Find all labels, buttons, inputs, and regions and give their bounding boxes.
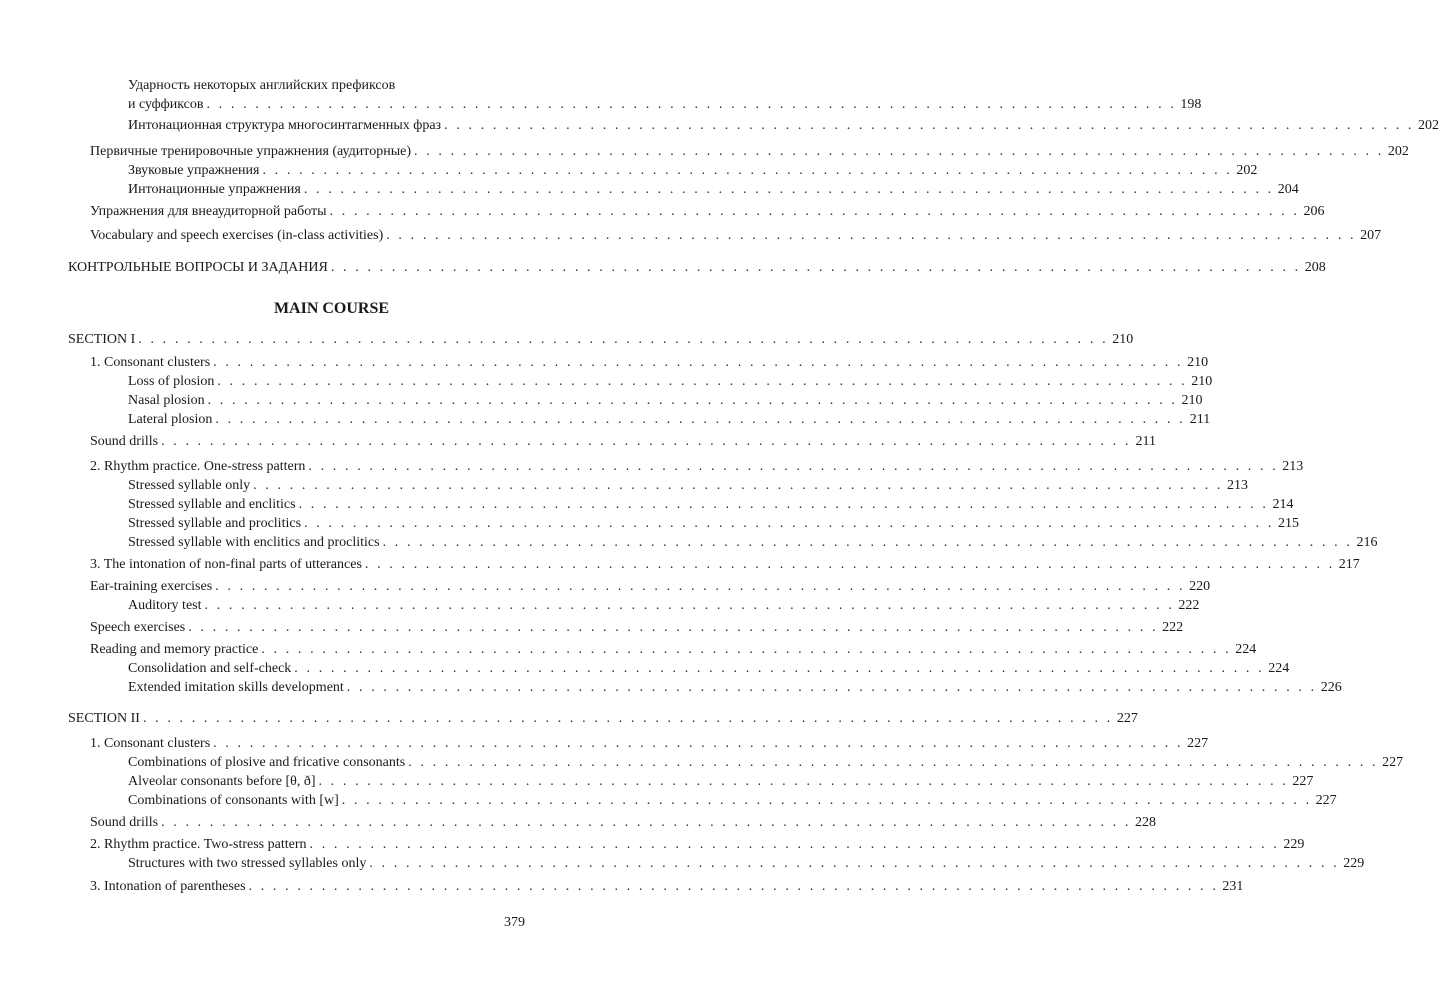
dot-leader: . . . . . . . . . . . . . . . . . . . . . . . . . . . . . . . . . . . . . . . . . . . . . . . . . . . . . . . . . . . . . . . . . . . . . . . . . . . . . . . .: [414, 144, 1384, 159]
toc-entry-page: 210: [1181, 393, 1203, 408]
toc-entry-page: 210: [1191, 374, 1213, 389]
toc-entry: [128, 515, 1299, 533]
toc-entry-title: Звуковые упражнения: [128, 163, 260, 178]
dot-leader: . . . . . . . . . . . . . . . . . . . . . . . . . . . . . . . . . . . . . . . . . . . . . . . . . . . . . . . . . . . . . . . . . . . . . . . . . . . . . . . .: [364, 557, 1335, 572]
toc-entry-page: 227: [1116, 711, 1138, 726]
dot-leader: . . . . . . . . . . . . . . . . . . . . . . . . . . . . . . . . . . . . . . . . . . . . . . . . . . . . . . . . . . . . . . . . . . . . . . . . . . . . . . . .: [444, 118, 1414, 133]
toc-entry-title: Loss of plosion: [128, 374, 215, 389]
toc-entry-title: Vocabulary and speech exercises (in-class activities): [90, 228, 384, 243]
toc-entry-title: 3. Intonation of parentheses: [90, 879, 246, 894]
dot-leader: . . . . . . . . . . . . . . . . . . . . . . . . . . . . . . . . . . . . . . . . . . . . . . . . . . . . . . . . . . . . . . . . . . . . . . . . . . . . . . . .: [138, 332, 1109, 347]
toc-entry-title: Speech exercises: [90, 620, 186, 635]
toc-entry-page: 222: [1178, 598, 1200, 613]
toc-entry-page: 216: [1356, 535, 1378, 550]
toc-entry-page: 202: [1387, 144, 1409, 159]
dot-leader: . . . . . . . . . . . . . . . . . . . . . . . . . . . . . . . . . . . . . . . . . . . . . . . . . . . . . . . . . . . . . . . . . . . . . . . . . . . . . . . .: [188, 620, 1159, 635]
toc-entry: [90, 556, 1360, 574]
dot-leader: . . . . . . . . . . . . . . . . . . . . . . . . . . . . . . . . . . . . . . . . . . . . . . . . . . . . . . . . . . . . . . . . . . . . . . . . . . . . . . . .: [294, 661, 1265, 676]
toc-entry-page: 227: [1292, 774, 1314, 789]
toc-entry-title: Stressed syllable with enclitics and proclitics: [128, 535, 380, 550]
toc-entry-title: Stressed syllable only: [128, 478, 251, 493]
toc-entry-title: 3. The intonation of non-final parts of utterances: [90, 557, 362, 572]
toc-entry-page: 210: [1112, 332, 1134, 347]
toc-entry-title: SECTION I: [68, 332, 136, 347]
toc-entry-title: 1. Consonant clusters: [90, 736, 211, 751]
toc-entry: [90, 578, 1211, 596]
toc-entry: [90, 619, 1184, 637]
dot-leader: . . . . . . . . . . . . . . . . . . . . . . . . . . . . . . . . . . . . . . . . . . . . . . . . . . . . . . . . . . . . . . . . . . . . . . . . . . . . . . . .: [248, 879, 1219, 894]
toc-entry-title: Reading and memory practice: [90, 642, 259, 657]
toc-entry-text: Ударность некоторых английских префиксов: [128, 78, 396, 93]
toc-entry: [128, 496, 1294, 514]
toc-entry: [128, 162, 1258, 180]
dot-leader: . . . . . . . . . . . . . . . . . . . . . . . . . . . . . . . . . . . . . . . . . . . . . . . . . . . . . . . . . . . . . . . . . . . . . . . . . . . . . . . .: [309, 837, 1280, 852]
toc-entry: [90, 836, 1305, 854]
toc-entry: [128, 117, 1439, 135]
dot-leader: . . . . . . . . . . . . . . . . . . . . . . . . . . . . . . . . . . . . . . . . . . . . . . . . . . . . . . . . . . . . . . . . . . . . . . . . . . . . . . . .: [161, 434, 1131, 449]
toc-entry: [128, 773, 1314, 791]
toc-entry-page: 213: [1227, 478, 1249, 493]
dot-leader: . . . . . . . . . . . . . . . . . . . . . . . . . . . . . . . . . . . . . . . . . . . . . . . . . . . . . . . . . . . . . . . . . . . . . . . . . . . . . . . .: [215, 579, 1186, 594]
toc-entry: [90, 458, 1304, 476]
toc-entry-title: КОНТРОЛЬНЫЕ ВОПРОСЫ И ЗАДАНИЯ: [68, 260, 328, 275]
toc-entry: [90, 878, 1244, 896]
dot-leader: . . . . . . . . . . . . . . . . . . . . . . . . . . . . . . . . . . . . . . . . . . . . . . . . . . . . . . . . . . . . . . . . . . . . . . . . . . . . . . . .: [215, 412, 1186, 427]
dot-leader: . . . . . . . . . . . . . . . . . . . . . . . . . . . . . . . . . . . . . . . . . . . . . . . . . . . . . . . . . . . . . . . . . . . . . . . . . . . . . . . .: [204, 598, 1175, 613]
dot-leader: . . . . . . . . . . . . . . . . . . . . . . . . . . . . . . . . . . . . . . . . . . . . . . . . . . . . . . . . . . . . . . . . . . . . . . . . . . . . . . . .: [253, 478, 1224, 493]
dot-leader: . . . . . . . . . . . . . . . . . . . . . . . . . . . . . . . . . . . . . . . . . . . . . . . . . . . . . . . . . . . . . . . . . . . . . . . . . . . . . . . .: [206, 97, 1177, 112]
dot-leader: . . . . . . . . . . . . . . . . . . . . . . . . . . . . . . . . . . . . . . . . . . . . . . . . . . . . . . . . . . . . . . . . . . . . . . . . . . . . . . . .: [386, 228, 1357, 243]
toc-entry: [90, 814, 1156, 832]
toc-entry-title: Extended imitation skills development: [128, 680, 344, 695]
dot-leader: . . . . . . . . . . . . . . . . . . . . . . . . . . . . . . . . . . . . . . . . . . . . . . . . . . . . . . . . . . . . . . . . . . . . . . . . . . . . . . . .: [369, 856, 1340, 871]
dot-leader: . . . . . . . . . . . . . . . . . . . . . . . . . . . . . . . . . . . . . . . . . . . . . . . . . . . . . . . . . . . . . . . . . . . . . . . . . . . . . . . .: [303, 182, 1274, 197]
toc-entry: [128, 373, 1213, 391]
toc-entry-page: 211: [1189, 412, 1211, 427]
toc-entry-page: 214: [1272, 497, 1294, 512]
toc-entry: [90, 735, 1209, 753]
toc-entry: [128, 411, 1211, 429]
dot-leader: . . . . . . . . . . . . . . . . . . . . . . . . . . . . . . . . . . . . . . . . . . . . . . . . . . . . . . . . . . . . . . . . . . . . . . . . . . . . . . . .: [308, 459, 1279, 474]
dot-leader: . . . . . . . . . . . . . . . . . . . . . . . . . . . . . . . . . . . . . . . . . . . . . . . . . . . . . . . . . . . . . . . . . . . . . . . . . . . . . . . .: [298, 497, 1269, 512]
toc-entry: [128, 534, 1378, 552]
dot-leader: . . . . . . . . . . . . . . . . . . . . . . . . . . . . . . . . . . . . . . . . . . . . . . . . . . . . . . . . . . . . . . . . . . . . . . . . . . . . . . . .: [346, 680, 1317, 695]
dot-leader: . . . . . . . . . . . . . . . . . . . . . . . . . . . . . . . . . . . . . . . . . . . . . . . . . . . . . . . . . . . . . . . . . . . . . . . . . . . . . . . .: [318, 774, 1289, 789]
toc-entry: [90, 641, 1257, 659]
dot-leader: . . . . . . . . . . . . . . . . . . . . . . . . . . . . . . . . . . . . . . . . . . . . . . . . . . . . . . . . . . . . . . . . . . . . . . . . . . . . . . . .: [262, 163, 1233, 178]
toc-entry-title: 2. Rhythm practice. One-stress pattern: [90, 459, 306, 474]
dot-leader: . . . . . . . . . . . . . . . . . . . . . . . . . . . . . . . . . . . . . . . . . . . . . . . . . . . . . . . . . . . . . . . . . . . . . . . . . . . . . . . .: [261, 642, 1232, 657]
toc-entry-title: Auditory test: [128, 598, 202, 613]
toc-entry-title: SECTION II: [68, 711, 140, 726]
toc-entry-page: 227: [1187, 736, 1209, 751]
toc-entry-title: Sound drills: [90, 434, 159, 449]
toc-entry-page: 211: [1135, 434, 1156, 449]
toc-entry: [128, 477, 1249, 495]
toc-entry-title: Structures with two stressed syllables only: [128, 856, 367, 871]
toc-entry: [68, 331, 1134, 349]
toc-entry-page: 207: [1360, 228, 1382, 243]
toc-entry: [90, 433, 1156, 451]
toc-entry-title: Alveolar consonants before [θ, ð]: [128, 774, 316, 789]
dot-leader: . . . . . . . . . . . . . . . . . . . . . . . . . . . . . . . . . . . . . . . . . . . . . . . . . . . . . . . . . . . . . . . . . . . . . . . . . . . . . . . .: [217, 374, 1188, 389]
page-number: 379: [504, 915, 525, 930]
toc-entry-title: Упражнения для внеаудиторной работы: [90, 204, 327, 219]
toc-entry-title: Интонационные упражнения: [128, 182, 301, 197]
main-course-heading: MAIN COURSE: [273, 300, 390, 317]
toc-entry: [90, 227, 1382, 245]
toc-entry-title: Ear-training exercises: [90, 579, 213, 594]
dot-leader: . . . . . . . . . . . . . . . . . . . . . . . . . . . . . . . . . . . . . . . . . . . . . . . . . . . . . . . . . . . . . . . . . . . . . . . . . . . . . . . .: [341, 793, 1312, 808]
dot-leader: . . . . . . . . . . . . . . . . . . . . . . . . . . . . . . . . . . . . . . . . . . . . . . . . . . . . . . . . . . . . . . . . . . . . . . . . . . . . . . . .: [213, 736, 1184, 751]
toc-entry-title: Stressed syllable and proclitics: [128, 516, 302, 531]
dot-leader: . . . . . . . . . . . . . . . . . . . . . . . . . . . . . . . . . . . . . . . . . . . . . . . . . . . . . . . . . . . . . . . . . . . . . . . . . . . . . . . .: [382, 535, 1353, 550]
toc-entry-title: Combinations of consonants with [w]: [128, 793, 339, 808]
toc-entry-page: 202: [1236, 163, 1258, 178]
toc-entry-page: 227: [1382, 755, 1404, 770]
toc-entry-page: 202: [1418, 118, 1439, 133]
toc-entry: [128, 792, 1337, 810]
toc-entry-page: 217: [1338, 557, 1360, 572]
dot-leader: . . . . . . . . . . . . . . . . . . . . . . . . . . . . . . . . . . . . . . . . . . . . . . . . . . . . . . . . . . . . . . . . . . . . . . . . . . . . . . . .: [142, 711, 1113, 726]
toc-entry: [128, 754, 1404, 772]
toc-entry-title: Stressed syllable and enclitics: [128, 497, 296, 512]
toc-entry-page: 224: [1268, 661, 1290, 676]
dot-leader: . . . . . . . . . . . . . . . . . . . . . . . . . . . . . . . . . . . . . . . . . . . . . . . . . . . . . . . . . . . . . . . . . . . . . . . . . . . . . . . .: [330, 260, 1301, 275]
dot-leader: . . . . . . . . . . . . . . . . . . . . . . . . . . . . . . . . . . . . . . . . . . . . . . . . . . . . . . . . . . . . . . . . . . . . . . . . . . . . . . . .: [304, 516, 1274, 531]
dot-leader: . . . . . . . . . . . . . . . . . . . . . . . . . . . . . . . . . . . . . . . . . . . . . . . . . . . . . . . . . . . . . . . . . . . . . . . . . . . . . . . .: [329, 204, 1300, 219]
dot-leader: . . . . . . . . . . . . . . . . . . . . . . . . . . . . . . . . . . . . . . . . . . . . . . . . . . . . . . . . . . . . . . . . . . . . . . . . . . . . . . . .: [207, 393, 1178, 408]
toc-entry: [128, 96, 1202, 114]
toc-entry-title: Lateral plosion: [128, 412, 213, 427]
toc-entry: [128, 181, 1299, 199]
toc-entry-page: 215: [1277, 516, 1299, 531]
toc-entry-title: 1. Consonant clusters: [90, 355, 211, 370]
toc-entry-page: 231: [1222, 879, 1244, 894]
toc-entry-title: и суффиксов: [128, 97, 204, 112]
toc-entry-title: Интонационная структура многосинтагменных фраз: [128, 118, 442, 133]
dot-leader: . . . . . . . . . . . . . . . . . . . . . . . . . . . . . . . . . . . . . . . . . . . . . . . . . . . . . . . . . . . . . . . . . . . . . . . . . . . . . . . .: [213, 355, 1184, 370]
toc-entry: [90, 203, 1325, 221]
toc-entry: [90, 354, 1209, 372]
toc-entry-title: Первичные тренировочные упражнения (аудиторные): [90, 144, 411, 159]
toc-entry-page: 210: [1187, 355, 1209, 370]
toc-entry-page: 226: [1320, 680, 1342, 695]
toc-entry-title: Consolidation and self-check: [128, 661, 292, 676]
toc-entry-page: 228: [1134, 815, 1156, 830]
toc-entry-page: 206: [1303, 204, 1325, 219]
toc-entry-page: 220: [1189, 579, 1211, 594]
toc-entry-page: 222: [1162, 620, 1184, 635]
toc-entry: [90, 143, 1409, 161]
toc-entry-page: 208: [1304, 260, 1326, 275]
toc-entry: [128, 597, 1200, 615]
toc-entry-page: 198: [1180, 97, 1202, 112]
toc-entry-title: 2. Rhythm practice. Two-stress pattern: [90, 837, 307, 852]
toc-entry: [128, 660, 1290, 678]
toc-entry: [68, 710, 1138, 728]
toc-entry-page: 227: [1315, 793, 1337, 808]
dot-leader: . . . . . . . . . . . . . . . . . . . . . . . . . . . . . . . . . . . . . . . . . . . . . . . . . . . . . . . . . . . . . . . . . . . . . . . . . . . . . . . .: [161, 815, 1131, 830]
toc-entry-title: Sound drills: [90, 815, 159, 830]
toc-entry-page: 229: [1343, 856, 1365, 871]
toc-entry-title: Nasal plosion: [128, 393, 205, 408]
toc-entry-page: 229: [1283, 837, 1305, 852]
toc-entry-page: 213: [1282, 459, 1304, 474]
toc-entry: [128, 679, 1342, 697]
toc-entry: [128, 392, 1203, 410]
dot-leader: . . . . . . . . . . . . . . . . . . . . . . . . . . . . . . . . . . . . . . . . . . . . . . . . . . . . . . . . . . . . . . . . . . . . . . . . . . . . . . . .: [408, 755, 1379, 770]
toc-entry-page: 224: [1235, 642, 1257, 657]
toc-entry-title: Combinations of plosive and fricative consonants: [128, 755, 406, 770]
toc-entry: [128, 855, 1365, 873]
toc-entry: [68, 259, 1326, 277]
toc-entry-page: 204: [1277, 182, 1299, 197]
